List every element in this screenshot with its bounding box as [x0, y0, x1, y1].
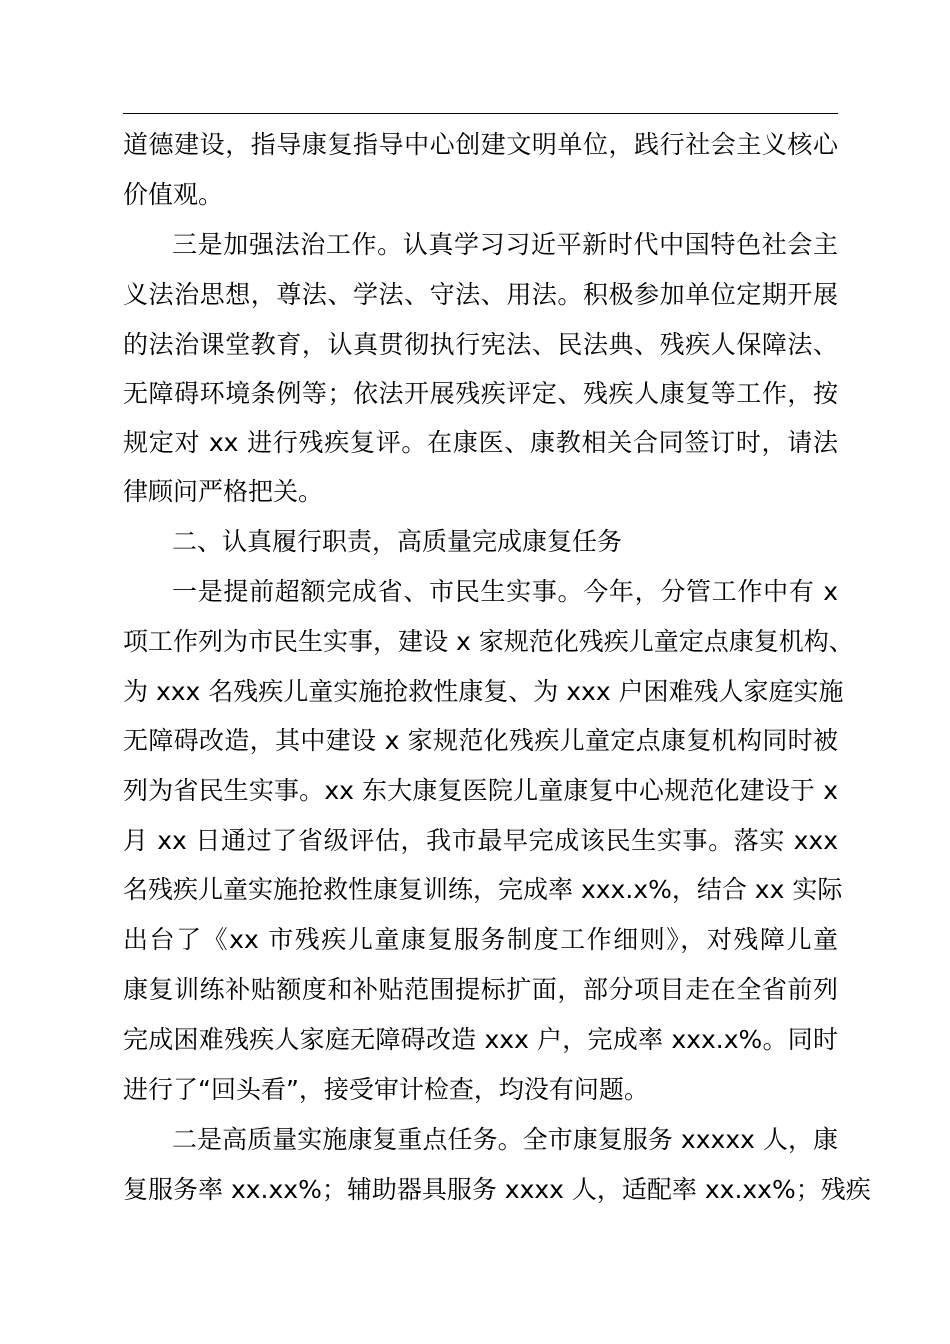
text-line: 一是提前超额完成省、市民生实事。今年，分管工作中有 x	[172, 577, 838, 606]
text-line: 律顾问严格把关。	[123, 477, 324, 506]
text-line: 无障碍改造，其中建设 x 家规范化残疾儿童定点康复机构同时被	[123, 726, 838, 755]
text-line: 三是加强法治工作。认真学习习近平新时代中国特色社会主	[172, 230, 838, 259]
text-line: 为 xxx 名残疾儿童实施抢救性康复、为 xxx 户困难残人家庭实施	[123, 677, 844, 706]
text-line: 月 xx 日通过了省级评估，我市最早完成该民生实事。落实 xxx	[123, 826, 838, 855]
text-line: 名残疾儿童实施抢救性康复训练，完成率 xxx.x%，结合 xx 实际	[123, 875, 843, 904]
text-line: 价值观。	[123, 180, 224, 209]
text-line: 康复训练补贴额度和补贴范围提标扩面，部分项目走在全省前列	[123, 975, 838, 1004]
text-line: 义法治思想，尊法、学法、守法、用法。积极参加单位定期开展	[123, 280, 838, 309]
text-line: 的法治课堂教育，认真贯彻执行宪法、民法典、残疾人保障法、	[123, 330, 838, 359]
text-line: 复服务率 xx.xx%；辅助器具服务 xxxx 人，适配率 xx.xx%；残疾	[123, 1175, 871, 1204]
text-line: 出台了《xx 市残疾儿童康复服务制度工作细则》，对残障儿童	[123, 925, 838, 954]
text-line: 完成困难残疾人家庭无障碍改造 xxx 户，完成率 xxx.x%。同时	[123, 1025, 838, 1054]
text-line: 列为省民生实事。xx 东大康复医院儿童康复中心规范化建设于 x	[123, 776, 838, 805]
text-line: 无障碍环境条例等；依法开展残疾评定、残疾人康复等工作，按	[123, 379, 838, 408]
header-rule	[123, 113, 838, 114]
text-line: 项工作列为市民生实事，建设 x 家规范化残疾儿童定点康复机构、	[123, 627, 854, 656]
section-heading: 二、认真履行职责，高质量完成康复任务	[172, 527, 623, 556]
text-line: 二是高质量实施康复重点任务。全市康复服务 xxxxx 人，康	[172, 1125, 838, 1154]
text-line: 进行了“回头看”，接受审计检查，均没有问题。	[123, 1075, 649, 1104]
text-line: 规定对 xx 进行残疾复评。在康医、康教相关合同签订时，请法	[123, 428, 838, 457]
text-line: 道德建设，指导康复指导中心创建文明单位，践行社会主义核心	[123, 130, 838, 159]
